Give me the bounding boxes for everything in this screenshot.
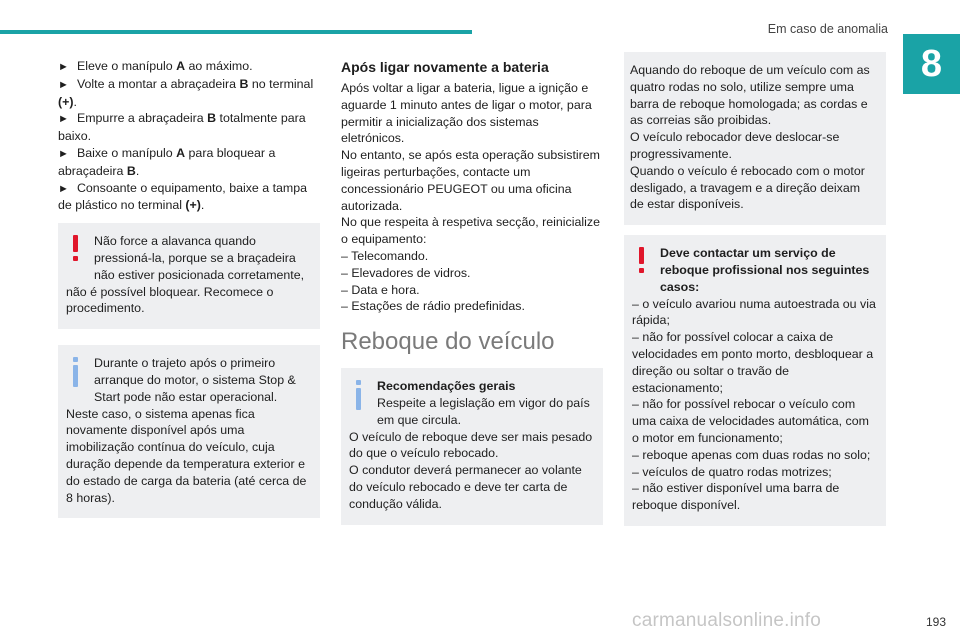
- list-item: – Elevadores de vidros.: [341, 265, 471, 280]
- info-text-line: Respeite a legislação em vigor do país em que circula.: [377, 395, 590, 427]
- chapter-number-badge: 8: [903, 34, 960, 94]
- list-item: – não for possível rebocar o veículo com uma caixa de velocidades automática, com o motor em funcionamento;: [632, 397, 869, 445]
- warning-text: Não force a alavanca quando pressioná-la, porque se a braçadeira não estiver posicionada corretamente, não é possível bloquear. Recomece o procedimento.: [66, 234, 305, 316]
- list-item: – Data e hora.: [341, 282, 420, 297]
- page-number: 193: [925, 615, 946, 629]
- step-text: para bloquear a abraçadeira: [58, 145, 276, 178]
- info-box-title: Recomendações gerais: [377, 379, 516, 394]
- component-label: B: [126, 163, 136, 178]
- step-arrow-icon: ►: [58, 78, 72, 91]
- body-text-line: O veículo rebocador deve deslocar-se progressivamente.: [630, 130, 840, 161]
- info-box-stop-start: [58, 345, 320, 518]
- list-item: – veículos de quatro rodas motrizes;: [632, 464, 832, 479]
- step-text: Baixe o manípulo: [76, 145, 177, 160]
- component-label: A: [176, 145, 186, 160]
- list-item: – Telecomando.: [341, 248, 429, 263]
- warning-box-professional-towing: [624, 235, 886, 526]
- procedure-step: [58, 58, 320, 76]
- body-text-line: No entanto, se após esta operação subsistirem ligeiras perturbações, contacte um concessionário PEUGEOT ou uma oficina autorizada.: [341, 148, 600, 213]
- procedure-steps: [58, 58, 320, 214]
- list-item: – Estações de rádio predefinidas.: [341, 299, 525, 314]
- column-2: [341, 58, 603, 525]
- section-header-title: Em caso de anomalia: [767, 22, 888, 36]
- step-text: Eleve o manípulo: [76, 59, 177, 73]
- procedure-step: [58, 180, 320, 215]
- step-text: Empurre a abraçadeira: [76, 111, 208, 126]
- step-arrow-icon: ►: [58, 61, 72, 73]
- procedure-step: [58, 76, 320, 111]
- info-text-line: Durante o trajeto após o primeiro arranque do motor, o sistema Stop & Start pode não estar operacional.: [94, 356, 296, 404]
- component-label: (+): [58, 94, 74, 109]
- info-icon: [349, 380, 371, 412]
- body-text-line: No que respeita à respetiva secção, reinicialize o equipamento:: [341, 215, 600, 247]
- step-text: totalmente para baixo.: [58, 111, 306, 144]
- warning-exclamation-icon: [632, 247, 654, 279]
- info-text-line: O condutor deverá permanecer ao volante do veículo rebocado e deve ter carta de condução válida.: [349, 463, 582, 511]
- step-text: Volte a montar a abraçadeira: [76, 76, 240, 91]
- component-label: B: [239, 76, 249, 91]
- step-arrow-icon: ►: [58, 147, 72, 160]
- info-box-general-recommendations: [341, 368, 603, 524]
- list-item: – reboque apenas com duas rodas no solo;: [632, 447, 871, 462]
- step-text: .: [73, 94, 77, 109]
- procedure-step: [58, 145, 320, 180]
- watermark: carmanualsonline.info: [632, 610, 822, 631]
- column-1: [58, 58, 320, 518]
- component-label: (+): [185, 198, 201, 213]
- procedure-step: [58, 110, 320, 145]
- list-item: – o veículo avariou numa autoestrada ou via rápida;: [632, 296, 876, 328]
- warning-title: Deve contactar um serviço de reboque profissional nos seguintes casos:: [660, 246, 870, 294]
- warning-exclamation-icon: [66, 235, 88, 267]
- warning-box-lever: [58, 223, 320, 329]
- towing-info-box: [624, 52, 886, 225]
- step-text: .: [200, 198, 205, 213]
- body-text-line: Após voltar a ligar a bateria, ligue a ignição e aguarde 1 minuto antes de ligar o motor, para permitir a inicialização dos sistemas eletrónicos.: [341, 81, 592, 146]
- battery-reconnect-heading: Após ligar novamente a bateria: [341, 59, 549, 75]
- step-text: no terminal: [248, 76, 314, 91]
- header-accent-bar: [0, 30, 472, 34]
- column-3: [624, 58, 886, 526]
- list-item: – não for possível colocar a caixa de velocidades em ponto morto, desbloquear a direção ou soltar o travão de estacionamento;: [632, 330, 874, 395]
- step-arrow-icon: ►: [58, 113, 72, 126]
- component-label: B: [207, 111, 217, 126]
- info-icon: [66, 357, 88, 389]
- step-text: .: [135, 163, 140, 178]
- step-arrow-icon: ►: [58, 182, 72, 195]
- list-item: – não estiver disponível uma barra de reboque disponível.: [632, 481, 840, 513]
- towing-section-title: Reboque do veículo: [341, 328, 555, 356]
- info-text-line: Neste caso, o sistema apenas fica novamente disponível após uma imobilização contínua do veículo, cuja duração depende da temperatura exterior e do estado de carga da bateria (até cerca de 8 horas).: [66, 406, 307, 505]
- step-text: Consoante o equipamento, baixe a tampa de plástico no terminal: [58, 180, 308, 213]
- step-text: ao máximo.: [185, 59, 253, 73]
- body-text-line: Quando o veículo é rebocado com o motor desligado, a travagem e a direção deixam de estar disponíveis.: [630, 163, 865, 212]
- info-text-line: O veículo de reboque deve ser mais pesado do que o veículo rebocado.: [349, 429, 593, 461]
- body-text-line: Aquando do reboque de um veículo com as quatro rodas no solo, utilize sempre uma barra de reboque homologada; as cordas e as correias são proibidas.: [630, 63, 870, 128]
- component-label: A: [176, 59, 186, 73]
